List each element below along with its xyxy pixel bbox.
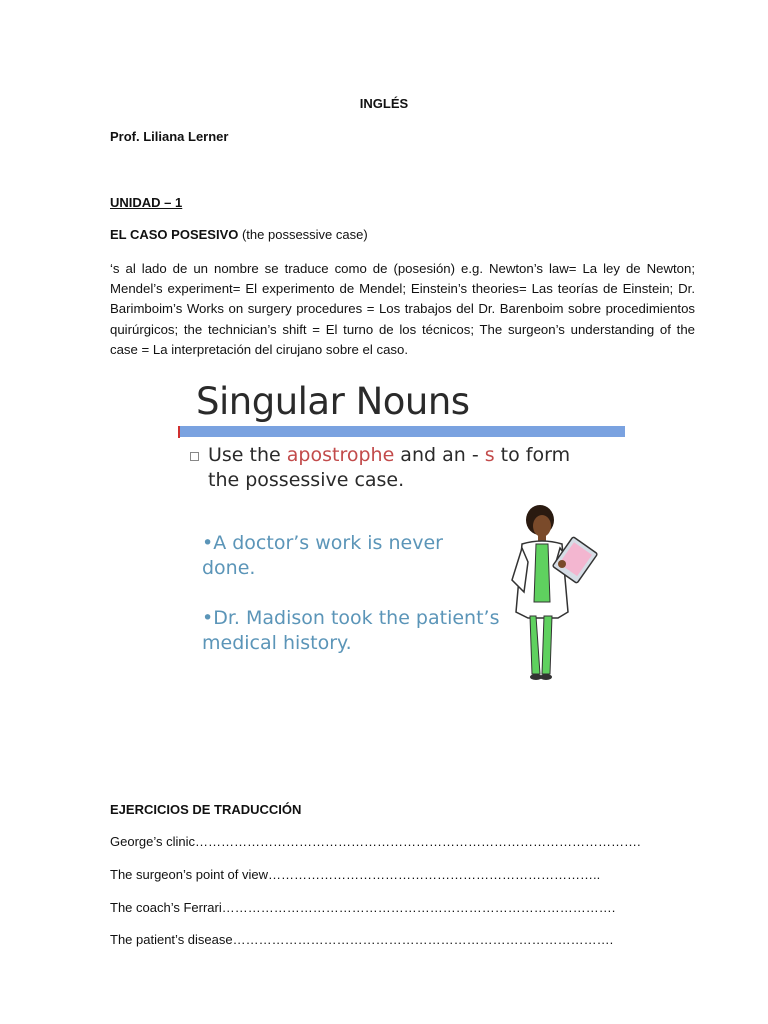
slide-title: Singular Nouns (196, 380, 470, 423)
document-title: INGLÉS (359, 96, 409, 111)
slide-example-1: •A doctor’s work is never done. (202, 532, 443, 579)
rule-text-pre: Use the (208, 444, 287, 466)
professor-name: Prof. Liliana Lerner (110, 129, 229, 144)
slide-rule-line2: the possessive case. (208, 469, 405, 491)
slide-title-bar (180, 426, 625, 437)
rule-text-post: to form (494, 444, 571, 466)
rule-text-mid: and an - (394, 444, 485, 466)
section-heading (110, 227, 368, 242)
section-heading-subtitle: (the possessive case) (238, 227, 368, 242)
exercise-item: The coach’s Ferrari………………………………………………………………………………. (110, 900, 616, 915)
slide-rule-line1 (208, 444, 570, 466)
rule-text-highlight: apostrophe (286, 444, 395, 466)
explanation-paragraph: ‘s al lado de un nombre se traduce como de (posesión) e.g. Newton’s law= La ley de Newton; Mendel’s experiment= El experimento de Mendel; Einstein’s theories= Las teorías de Einstein; Dr. Barimboim’s Works on surgery procedures = Los trabajos del Dr. Barenboim sobre procedimientos quirúrgicos; the technician’s shift = El turno de los técnicos; The surgeon’s understanding of the case = La interpretación del cirujano sobre el caso. (110, 261, 695, 357)
doctor-illustration-icon (498, 502, 608, 684)
slide-example-2: •Dr. Madison took the patient’s medical history. (202, 607, 500, 654)
section-heading-bold: EL CASO POSESIVO (110, 227, 239, 242)
exercise-item: The patient’s disease……………………………………………………………………………. (110, 932, 614, 947)
exercises-heading: EJERCICIOS DE TRADUCCIÓN (110, 802, 302, 817)
rule-text-s: s (484, 444, 495, 466)
unit-heading: UNIDAD – 1 (110, 195, 183, 210)
exercise-item: George’s clinic…………………………………………………………………………………………. (110, 834, 641, 849)
exercise-item: The surgeon’s point of view………………………………………………………………….. (110, 867, 601, 882)
square-bullet-icon (190, 452, 199, 461)
slide-image (178, 374, 628, 686)
